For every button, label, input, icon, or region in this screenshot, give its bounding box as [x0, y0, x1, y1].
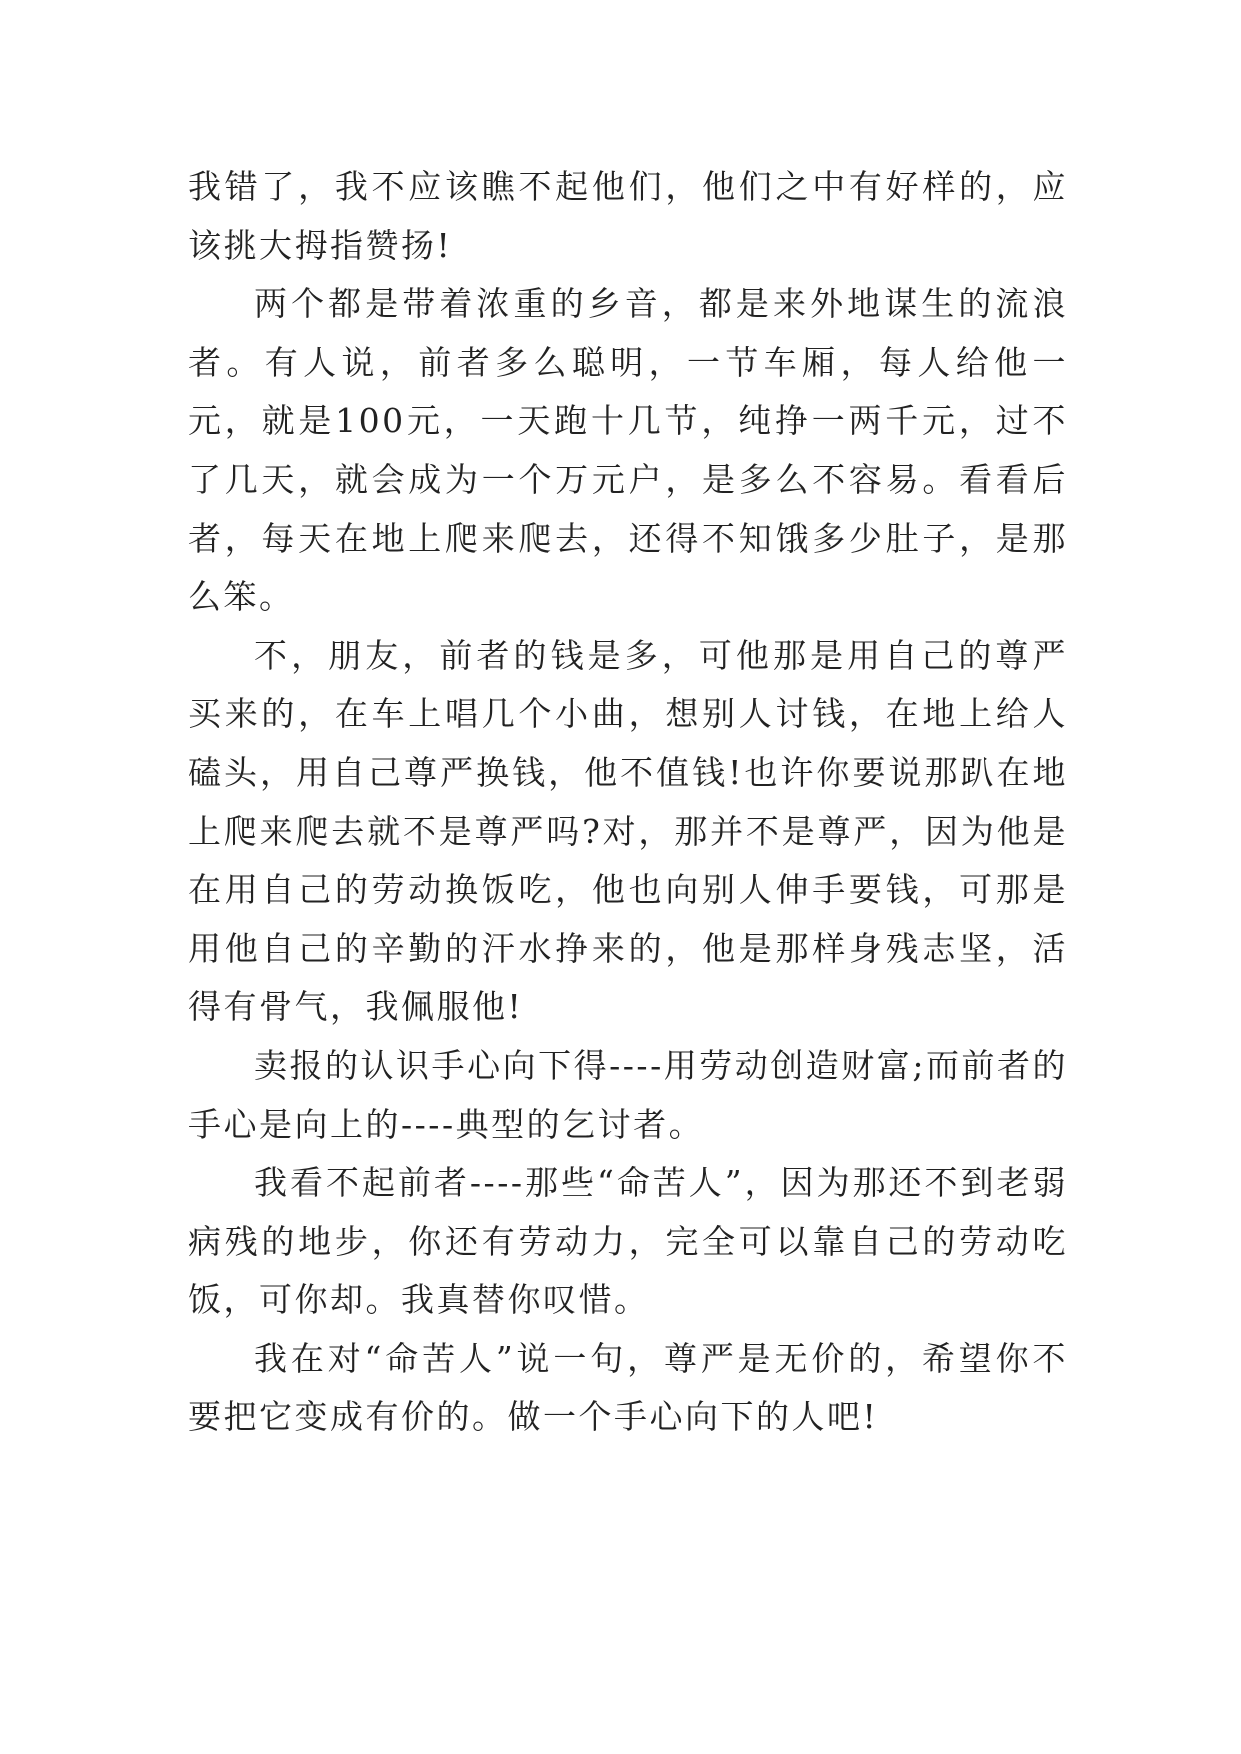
paragraph-2: 两个都是带着浓重的乡音，都是来外地谋生的流浪者。有人说，前者多么聪明，一节车厢，每人给他一元，就是100元，一天跑十几节，纯挣一两千元，过不了几天，就会成为一个万元户，是多么不容易。看看后者，每天在地上爬来爬去，还得不知饿多少肚子，是那么笨。 — [188, 284, 1068, 617]
paragraph-4: 卖报的认识手心向下得----用劳动创造财富;而前者的手心是向上的----典型的乞讨者。 — [188, 1045, 1068, 1144]
paragraph-6: 我在对“命苦人”说一句，尊严是无价的，希望你不要把它变成有价的。做一个手心向下的人吧! — [188, 1338, 1068, 1437]
paragraph-3: 不，朋友，前者的钱是多，可他那是用自己的尊严买来的，在车上唱几个小曲，想别人讨钱，在地上给人磕头，用自己尊严换钱，他不值钱!也许你要说那趴在地上爬来爬去就不是尊严吗?对，那并不是尊严，因为他是在用自己的劳动换饭吃，他也向别人伸手要钱，可那是用他自己的辛勤的汗水挣来的，他是那样身残志坚，活得有骨气，我佩服他! — [188, 635, 1068, 1027]
paragraph-5: 我看不起前者----那些“命苦人”，因为那还不到老弱病残的地步，你还有劳动力，完全可以靠自己的劳动吃饭，可你却。我真替你叹惜。 — [188, 1163, 1068, 1320]
document-body — [188, 158, 1068, 1447]
paragraph-1: 我错了，我不应该瞧不起他们，他们之中有好样的，应该挑大拇指赞扬! — [188, 167, 1068, 265]
